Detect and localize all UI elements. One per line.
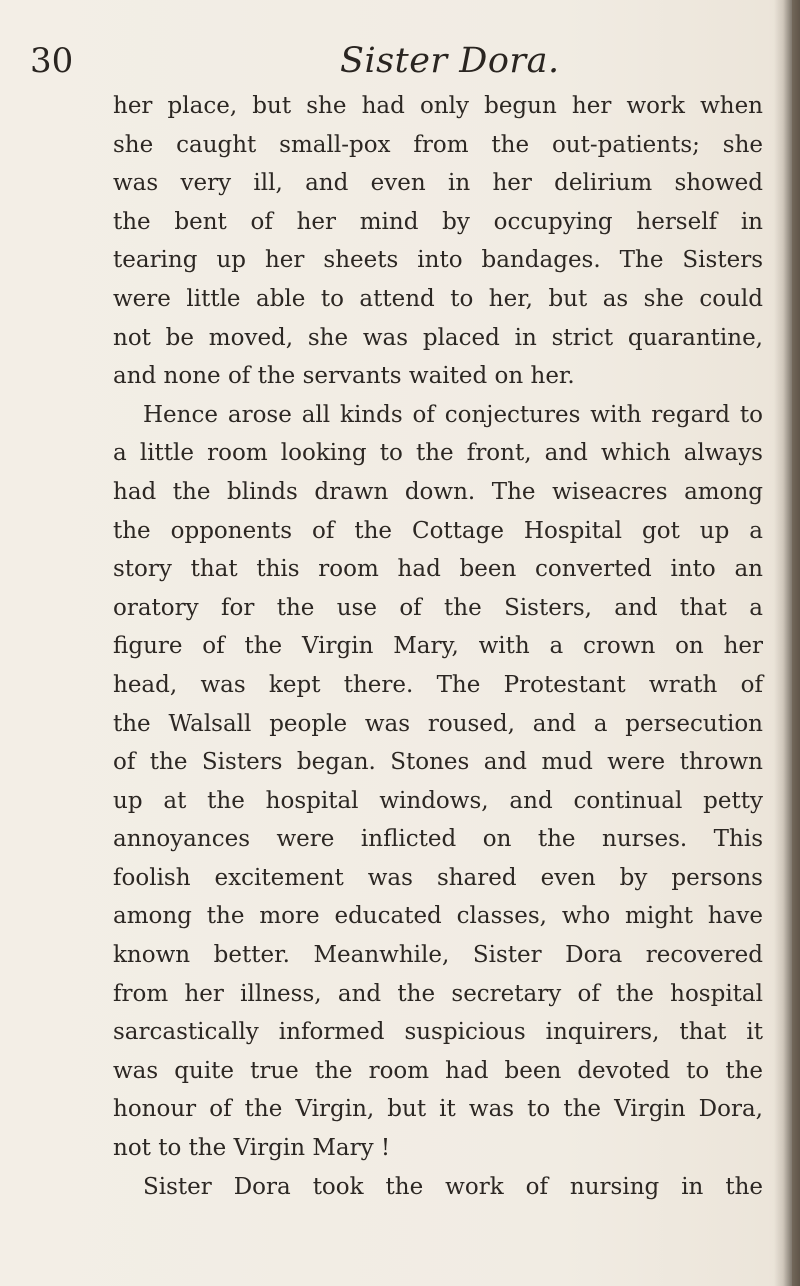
text-line: the bent of her mind by occupying herself in	[113, 208, 763, 235]
text-line: was very ill, and even in her delirium showed	[113, 170, 763, 197]
text-line: she caught small-pox from the out-patients; she	[113, 131, 763, 158]
page-header	[0, 38, 800, 88]
text-line: foolish excitement was shared even by persons	[113, 864, 763, 891]
text-line: had the blinds drawn down. The wiseacres among	[113, 478, 763, 505]
text-line: the opponents of the Cottage Hospital got up a	[113, 517, 763, 544]
text-line: of the Sisters began. Stones and mud were thrown	[113, 749, 763, 776]
text-line: head, was kept there. The Protestant wrath of	[113, 671, 763, 698]
text-line: oratory for the use of the Sisters, and that a	[113, 594, 763, 621]
body-text	[113, 87, 763, 1206]
text-line: were little able to attend to her, but as she could	[113, 285, 763, 312]
text-line: not to the Virgin Mary !	[113, 1135, 391, 1162]
page-edge	[792, 0, 800, 1286]
text-line: known better. Meanwhile, Sister Dora recovered	[113, 942, 763, 969]
text-line: figure of the Virgin Mary, with a crown on her	[113, 633, 763, 660]
text-line: and none of the servants waited on her.	[113, 363, 575, 390]
text-line: the Walsall people was roused, and a persecution	[113, 710, 763, 737]
text-line: not be moved, she was placed in strict quarantine,	[113, 324, 763, 351]
text-line: was quite true the room had been devoted to the	[113, 1057, 763, 1084]
text-line: annoyances were inflicted on the nurses. This	[113, 826, 763, 853]
text-line: Hence arose all kinds of conjectures with regard to	[143, 401, 763, 428]
text-line: from her illness, and the secretary of the hospital	[113, 980, 763, 1007]
text-line: up at the hospital windows, and continual petty	[113, 787, 763, 814]
text-line: honour of the Virgin, but it was to the Virgin Dora,	[113, 1096, 763, 1123]
text-line: a little room looking to the front, and which always	[113, 440, 763, 467]
text-line: story that this room had been converted into an	[113, 556, 763, 583]
text-line: among the more educated classes, who might have	[113, 903, 763, 930]
text-line: her place, but she had only begun her work when	[113, 93, 763, 119]
text-line: tearing up her sheets into bandages. The Sisters	[113, 247, 763, 274]
page-number: 30	[30, 41, 74, 81]
text-line: Sister Dora took the work of nursing in the	[143, 1173, 763, 1200]
running-title: Sister Dora.	[340, 41, 560, 81]
text-line: sarcastically informed suspicious inquirers, that it	[113, 1019, 763, 1046]
